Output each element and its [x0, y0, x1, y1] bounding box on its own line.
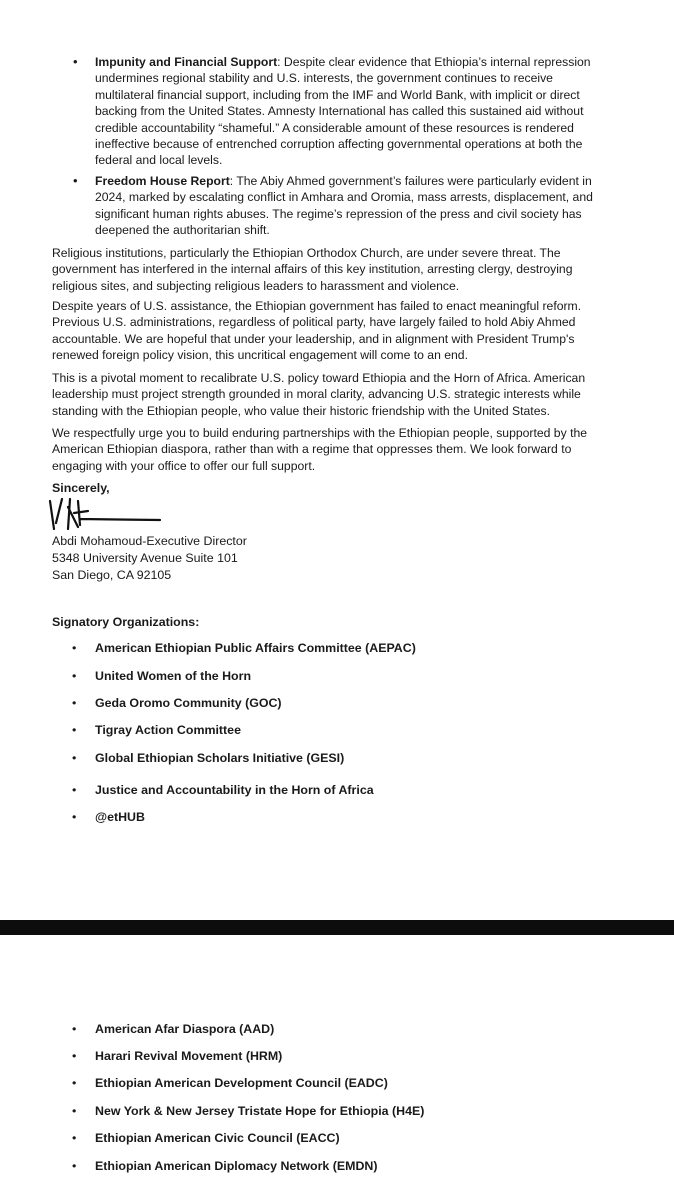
org-list-item: • Geda Oromo Community (GOC)	[72, 696, 282, 710]
bullet-dot: •	[72, 641, 77, 655]
org-list-item: • @etHUB	[72, 810, 145, 824]
bullet-dot: •	[72, 1049, 77, 1063]
signer-address-line1: 5348 University Avenue Suite 101	[52, 551, 238, 565]
org-list-item: • Ethiopian American Diplomacy Network (EMDN)	[72, 1159, 378, 1173]
bullet-impunity	[73, 54, 605, 169]
closing: Sincerely,	[52, 481, 110, 495]
bullet-dot: •	[72, 723, 77, 737]
paragraph-reform: Despite years of U.S. assistance, the Ethiopian government has failed to enact meaningful reform. Previous U.S. administrations, regardless of political party, have largely failed to hold Abiy Ahmed accountable. We are hopeful that under your leadership, and in alignment with President Trump's renewed foreign policy vision, this uncritical engagement will come to an end.	[52, 299, 582, 363]
bullet-dot: •	[73, 173, 78, 188]
bullet-dot: •	[72, 783, 77, 797]
bullet-dot: •	[72, 1076, 77, 1090]
bullet-text: : Despite clear evidence that Ethiopia’s internal repression undermines regional stability and U.S. interests, the government continues to receive multilateral financial support, including from the IMF and World Bank, with implicit or direct backing from the United States. Amnesty International has called this sustained aid without credible accountability “shameful.” A considerable amount of these resources is rendered ineffective because of entrenched corruption affecting governmental operations at both the federal and local levels.	[95, 55, 591, 168]
signer-address-line2: San Diego, CA 92105	[52, 568, 172, 582]
bullet-dot: •	[72, 1022, 77, 1036]
paragraph-religious: Religious institutions, particularly the Ethiopian Orthodox Church, are under severe threat. The government has interfered in the internal affairs of this key institution, arresting clergy, destroying religious sites, and subjecting religious leaders to harassment and violence.	[52, 246, 573, 293]
bullet-text: : The Abiy Ahmed government’s failures were particularly evident in 2024, marked by escalating conflict in Amhara and Oromia, mass arrests, displacement, and significant human rights abuses. The regime’s repression of the press and civil society has deepened the authoritarian shift.	[95, 174, 593, 238]
signature-image	[44, 493, 164, 535]
letter-page-2	[0, 935, 674, 1200]
bullet-dot: •	[72, 1131, 77, 1145]
paragraph-pivotal: This is a pivotal moment to recalibrate U.S. policy toward Ethiopia and the Horn of Africa. American leadership must project strength grounded in moral clarity, advancing U.S. strategic interests while standing with the Ethiopian people, who value their historic friendship with the United States.	[52, 371, 586, 418]
org-list-item: • United Women of the Horn	[72, 669, 252, 683]
org-list-item: • Harari Revival Movement (HRM)	[72, 1049, 283, 1063]
bullet-dot: •	[72, 696, 77, 710]
signatory-heading: Signatory Organizations:	[52, 615, 200, 629]
bullet-dot: •	[72, 669, 77, 683]
bullet-title: Impunity and Financial Support	[95, 55, 278, 69]
bullet-dot: •	[73, 54, 78, 69]
bullet-dot: •	[72, 751, 77, 765]
org-list-item: • Ethiopian American Development Council (EADC)	[72, 1076, 388, 1090]
bullet-dot: •	[72, 1104, 77, 1118]
paragraph-urge: We respectfully urge you to build enduring partnerships with the Ethiopian people, supported by the American Ethiopian diaspora, rather than with a regime that oppresses them. We look forward to engaging with your office to offer our full support.	[52, 426, 588, 473]
signer-name-title: Abdi Mohamoud-Executive Director	[52, 534, 247, 548]
bullet-title: Freedom House Report	[95, 174, 230, 188]
org-list-item: • Global Ethiopian Scholars Initiative (GESI)	[72, 751, 345, 765]
bullet-freedom-house	[73, 173, 605, 239]
bullet-dot: •	[72, 810, 77, 824]
org-list-item: • American Afar Diaspora (AAD)	[72, 1022, 275, 1036]
page-break-bar	[0, 920, 674, 935]
org-list-item: • Justice and Accountability in the Horn of Africa	[72, 783, 374, 797]
bullet-dot: •	[72, 1159, 77, 1173]
org-list-item: • New York & New Jersey Tristate Hope for Ethiopia (H4E)	[72, 1104, 425, 1118]
org-list-item: • Ethiopian American Civic Council (EACC)	[72, 1131, 340, 1145]
org-list-item: • American Ethiopian Public Affairs Committee (AEPAC)	[72, 641, 416, 655]
org-list-item: • Tigray Action Committee	[72, 723, 241, 737]
